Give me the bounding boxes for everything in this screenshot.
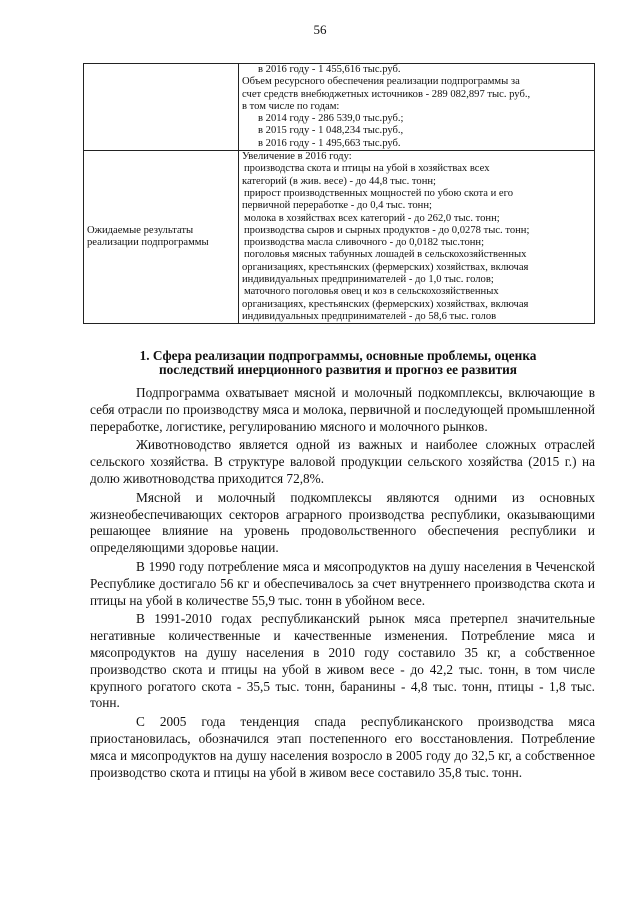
table-text-line: в 2014 году - 286 539,0 тыс.руб.; — [258, 113, 404, 125]
table-label-cell: Ожидаемые результаты реализации подпрограммы — [84, 151, 239, 324]
body-paragraph: С 2005 года тенденция спада республиканского производства мяса приостановилась, обозначился этап постепенного его восстановления. Потребление мяса и мясопродуктов на душу населения возросло в 2005 году до 32,5 кг, а собственное производство скота и птицы на убой в живом весе составило 35,8 тыс. тонн. — [90, 714, 595, 780]
table-text-line: маточного поголовья овец и коз в сельскохозяйственных — [244, 286, 499, 298]
body-paragraph: Подпрограмма охватывает мясной и молочный подкомплексы, включающие в себя отрасли по производству мяса и молока, первичной и последующей промышленной переработке, логистике, регулированию мясного и молочного рынков. — [90, 385, 595, 434]
section-heading — [83, 349, 593, 377]
table-text-line: организациях, крестьянских (фермерских) хозяйствах, включая — [242, 298, 529, 310]
section-heading-line: последствий инерционного развития и прогноз ее развития — [158, 362, 518, 377]
table-text-line: Объем ресурсного обеспечения реализации подпрограммы за — [242, 76, 520, 88]
table-text-line: первичной переработке - до 0,4 тыс. тонн; — [242, 200, 432, 212]
section-body — [90, 385, 595, 783]
table-text-line: в 2016 году - 1 455,616 тыс.руб. — [258, 64, 401, 75]
table-text-line: категорий (в жив. весе) - до 44,8 тыс. тонн; — [242, 175, 437, 187]
table-text-line: счет средств внебюджетных источников - 289 082,897 тыс. руб., — [242, 88, 531, 100]
body-paragraph: В 1990 году потребление мяса и мясопродуктов на душу населения в Чеченской Республике достигало 56 кг и обеспечивалось за счет внутреннего производства скота и птицы на убой в количестве 55,9 тыс. тонн в убойном весе. — [90, 558, 595, 608]
table-text-line: поголовья мясных табунных лошадей в сельскохозяйственных — [244, 249, 527, 261]
table-value-cell — [239, 151, 595, 324]
table-text-line: в том числе по годам: — [242, 100, 340, 112]
table-row — [84, 151, 595, 324]
table-label-cell — [84, 64, 239, 151]
table-text-line: производства скота и птицы на убой в хозяйствах всех — [244, 163, 490, 175]
body-paragraph: Мясной и молочный подкомплексы являются одними из основных жизнеобеспечивающих секторов аграрного производства республики, оказывающими решающее влияние на уровень продовольственного обеспечения республики и определяющими здоровье нации. — [90, 489, 595, 556]
section-heading-line: 1. Сфера реализации подпрограммы, основные проблемы, оценка — [139, 348, 537, 363]
body-paragraph: В 1991-2010 годах республиканский рынок мяса претерпел значительные негативные количественные и качественные изменения. Потребление мяса и мясопродуктов на душу населения в 2010 году составило 35 кг, а собственное производство скота и птицы на убой в живом весе - до 42,2 тыс. тонн, в том числе крупного рогатого скота - 35,5 тыс. тонн, баранины - 4,8 тыс. тонн, птицы - 1,8 тыс. тонн. — [90, 611, 595, 711]
table-text-line: индивидуальных предпринимателей - до 1,0 тыс. голов; — [242, 274, 494, 286]
table-text-line: индивидуальных предпринимателей - до 58,6 тыс. голов — [242, 310, 497, 322]
passport-table — [83, 63, 595, 324]
table-text-line: производства сыров и сырных продуктов - до 0,0278 тыс. тонн; — [244, 224, 530, 236]
table-text-line: в 2015 году - 1 048,234 тыс.руб., — [258, 125, 404, 137]
table-row — [84, 64, 595, 151]
page-number: 56 — [313, 22, 327, 37]
body-paragraph: Животноводство является одной из важных и наиболее сложных отраслей сельского хозяйства. В структуре валовой продукции сельского хозяйства (2015 г.) на долю животноводства приходится 72,8%. — [90, 437, 595, 486]
table-text-line: Увеличение в 2016 году: — [242, 151, 352, 163]
table-text-line: прирост производственных мощностей по убою скота и его — [244, 187, 514, 199]
table-text-line: молока в хозяйствах всех категорий - до 262,0 тыс. тонн; — [244, 212, 500, 224]
table-text-line: производства масла сливочного - до 0,0182 тыс.тонн; — [244, 237, 485, 249]
table-value-cell — [239, 64, 595, 151]
table-text-line: организациях, крестьянских (фермерских) хозяйствах, включая — [242, 261, 529, 273]
table-text-line: в 2016 году - 1 495,663 тыс.руб. — [258, 137, 401, 149]
